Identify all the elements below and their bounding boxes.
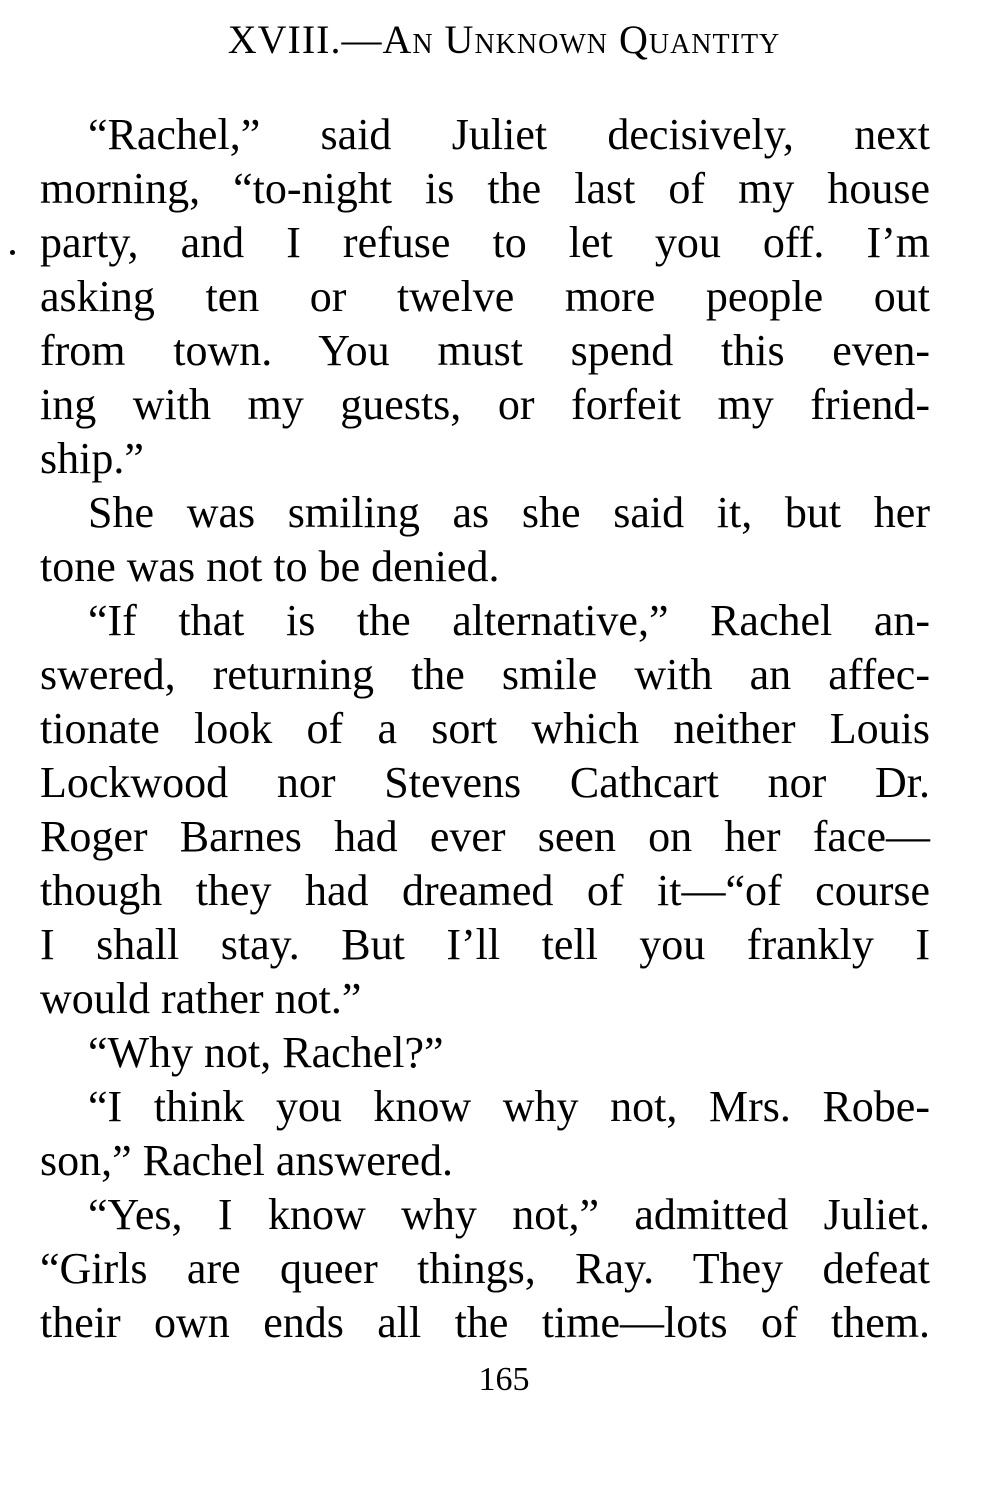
text-line: “If that is the alternative,” Rachel an- — [88, 596, 930, 645]
text-line: Roger Barnes had ever seen on her face— — [40, 812, 930, 861]
text-line: ing with my guests, or forfeit my friend- — [40, 380, 930, 429]
text-line: swered, returning the smile with an affec- — [40, 650, 930, 699]
text-line: “Yes, I know why not,” admitted Juliet. — [88, 1190, 930, 1239]
text-line: “Rachel,” said Juliet decisively, next — [88, 110, 930, 159]
text-line: son,” Rachel answered. — [40, 1136, 453, 1185]
text-line: “I think you know why not, Mrs. Robe- — [88, 1082, 930, 1131]
chapter-title: An Unknown Quantity — [382, 17, 781, 62]
text-line: I shall stay. But I’ll tell you frankly I — [40, 920, 930, 969]
text-line: Lockwood nor Stevens Cathcart nor Dr. — [40, 758, 930, 807]
running-head — [0, 14, 1008, 66]
text-line: ship.” — [40, 434, 144, 483]
text-line: their own ends all the time—lots of them. — [40, 1298, 930, 1347]
text-line: though they had dreamed of it—“of course — [40, 866, 930, 915]
page-number: 165 — [478, 1361, 530, 1398]
text-line: would rather not.” — [40, 974, 362, 1023]
text-line: from town. You must spend this even- — [40, 326, 930, 375]
header-dash: — — [341, 17, 383, 62]
print-speck — [10, 250, 15, 255]
text-line: morning, “to-night is the last of my house — [40, 164, 930, 213]
text-line: party, and I refuse to let you off. I’m — [40, 218, 930, 267]
chapter-number: XVIII. — [227, 17, 342, 62]
text-line: “Why not, Rachel?” — [88, 1028, 444, 1077]
text-line: She was smiling as she said it, but her — [88, 488, 930, 537]
text-line: asking ten or twelve more people out — [40, 272, 930, 321]
text-line: tone was not to be denied. — [40, 542, 500, 591]
text-line: tionate look of a sort which neither Louis — [40, 704, 930, 753]
text-line: “Girls are queer things, Ray. They defeat — [40, 1244, 930, 1293]
